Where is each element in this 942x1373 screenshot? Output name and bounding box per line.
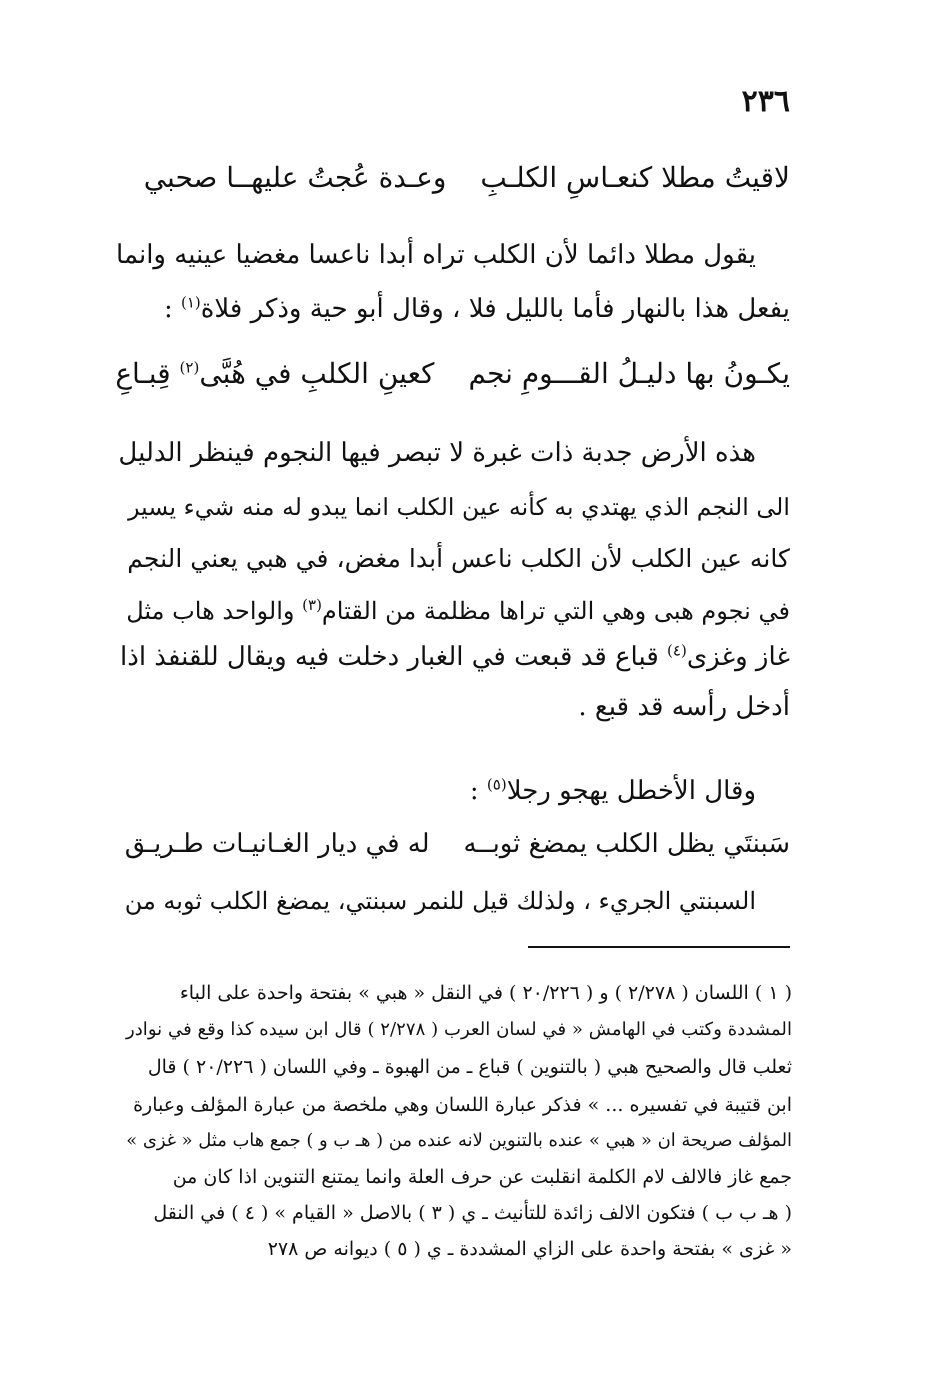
verse-2-first-hemistich: يكـونُ بها دليـلُ القـــومِ نجم — [468, 357, 790, 390]
footnote-separator — [528, 946, 790, 948]
verse-1 — [114, 160, 790, 196]
paragraph-2-line-5 — [114, 640, 790, 674]
paragraph-2-line-2: الى النجم الذي يهتدي به كأنه عين الكلب انما يبدو له منه شيء يسير — [128, 493, 790, 521]
footnote-line-2: المشددة وكتب في الهامش « في لسان العرب ( ٢/٢٧٨ ) قال ابن سيده كذا وقع في نوادر — [125, 1019, 792, 1040]
footnote-line-4: ابن قتيبة في تفسيره ... » فذكر عبارة اللسان وهي ملخصة من عبارة المؤلف وعبارة — [133, 1094, 792, 1116]
footnote-line-3: ثعلب قال والصحيح هبي ( بالتنوين ) قباع ـ من الهبوة ـ وفي اللسان ( ٢٠/٢٢٦ ) قال — [147, 1056, 792, 1078]
paragraph-2-line-5-b: قباع قد قبعت في الغبار دخلت فيه ويقال للقنفذ اذا — [120, 642, 659, 672]
verse-2 — [114, 356, 790, 392]
footnote-ref-1: (١) — [180, 293, 201, 312]
footnote-ref-5: (٥) — [486, 775, 507, 794]
paragraph-4: السبنتي الجريء ، ولذلك قيل للنمر سبنتي، يمضغ الكلب ثوبه من — [124, 887, 756, 915]
page-number: ٢٣٦ — [741, 84, 790, 119]
paragraph-3 — [114, 774, 790, 808]
verse-2-second-hemistich-b: قِبـاعِ — [115, 357, 171, 390]
verse-1-first-hemistich: لاقيتُ مطلا كنعـاسِ الكلـبِ — [480, 161, 790, 194]
verse-2-second-hemistich-a: كعينِ الكلبِ في هُبَّى — [199, 357, 435, 390]
paragraph-3-text: وقال الأخطل يهجو رجلا — [506, 776, 756, 806]
footnote-line-7: ( هـ ب ب ) فتكون الالف زائدة للتأنيث ـ ي ( ٣ ) بالاصل « القيام » ( ٤ ) في النقل — [153, 1202, 792, 1224]
paragraph-1-line-2 — [114, 292, 790, 326]
paragraph-2-line-1: هذه الأرض جدبة ذات غبرة لا تبصر فيها النجوم فينظر الدليل — [118, 438, 756, 468]
verse-1-second-hemistich: وعـدة عُجتُ عليهــا صحبي — [143, 161, 447, 194]
footnote-ref-3: (٣) — [302, 596, 322, 614]
footnote-line-5: المؤلف صريحة ان « هبي » عنده بالتنوين لانه عنده من ( هـ ب و ) جمع هاب مثل « غزى » — [126, 1130, 792, 1151]
footnote-line-6: جمع غاز فالالف لام الكلمة انقلبت عن حرف العلة وانما يمتنع التنوين اذا كان من — [172, 1166, 792, 1188]
paragraph-1-line-2-text: يفعل هذا بالنهار فأما بالليل فلا ، وقال أبو حية وذكر فلاة — [200, 294, 790, 324]
paragraph-2-line-4-b: والواحد هاب مثل — [126, 597, 295, 625]
verse-2-second-hemistich — [115, 356, 434, 392]
footnote-ref-2: (٢) — [179, 358, 200, 377]
paragraph-3-colon: : — [469, 776, 479, 806]
paragraph-1-line-1: يقول مطلا دائما لأن الكلب تراه أبدا ناعسا مغضيا عينيه وانما — [116, 240, 756, 270]
footnote-line-1: ( ١ ) اللسان ( ٢/٢٧٨ ) و ( ٢٠/٢٢٦ ) في النقل « هبي » بفتحة واحدة على الباء — [179, 982, 792, 1004]
footnote-ref-4: (٤) — [667, 641, 687, 660]
verse-3-first-hemistich: سَبنتَي يظل الكلب يمضغ ثوبــه — [463, 829, 790, 859]
paragraph-1-colon: : — [163, 294, 173, 324]
paragraph-2-line-4-a: في نجوم هبى وهي التي تراها مظلمة من القتام — [321, 597, 790, 625]
verse-3 — [114, 826, 790, 862]
footnote-line-8: « غزى » بفتحة واحدة على الزاي المشددة ـ ي ( ٥ ) ديوانه ص ٢٧٨ — [267, 1238, 792, 1260]
paragraph-2-line-6: أدخل رأسه قد قبع . — [578, 692, 790, 722]
paragraph-2-line-3: كانه عين الكلب لأن الكلب ناعس أبدا مغض، في هبي يعني النجم — [127, 544, 790, 573]
paragraph-2-line-5-a: غاز وغزى — [686, 642, 790, 672]
verse-3-second-hemistich: له في ديار الغـانيـات طـريـق — [124, 829, 430, 859]
paragraph-2-line-4 — [114, 594, 790, 628]
